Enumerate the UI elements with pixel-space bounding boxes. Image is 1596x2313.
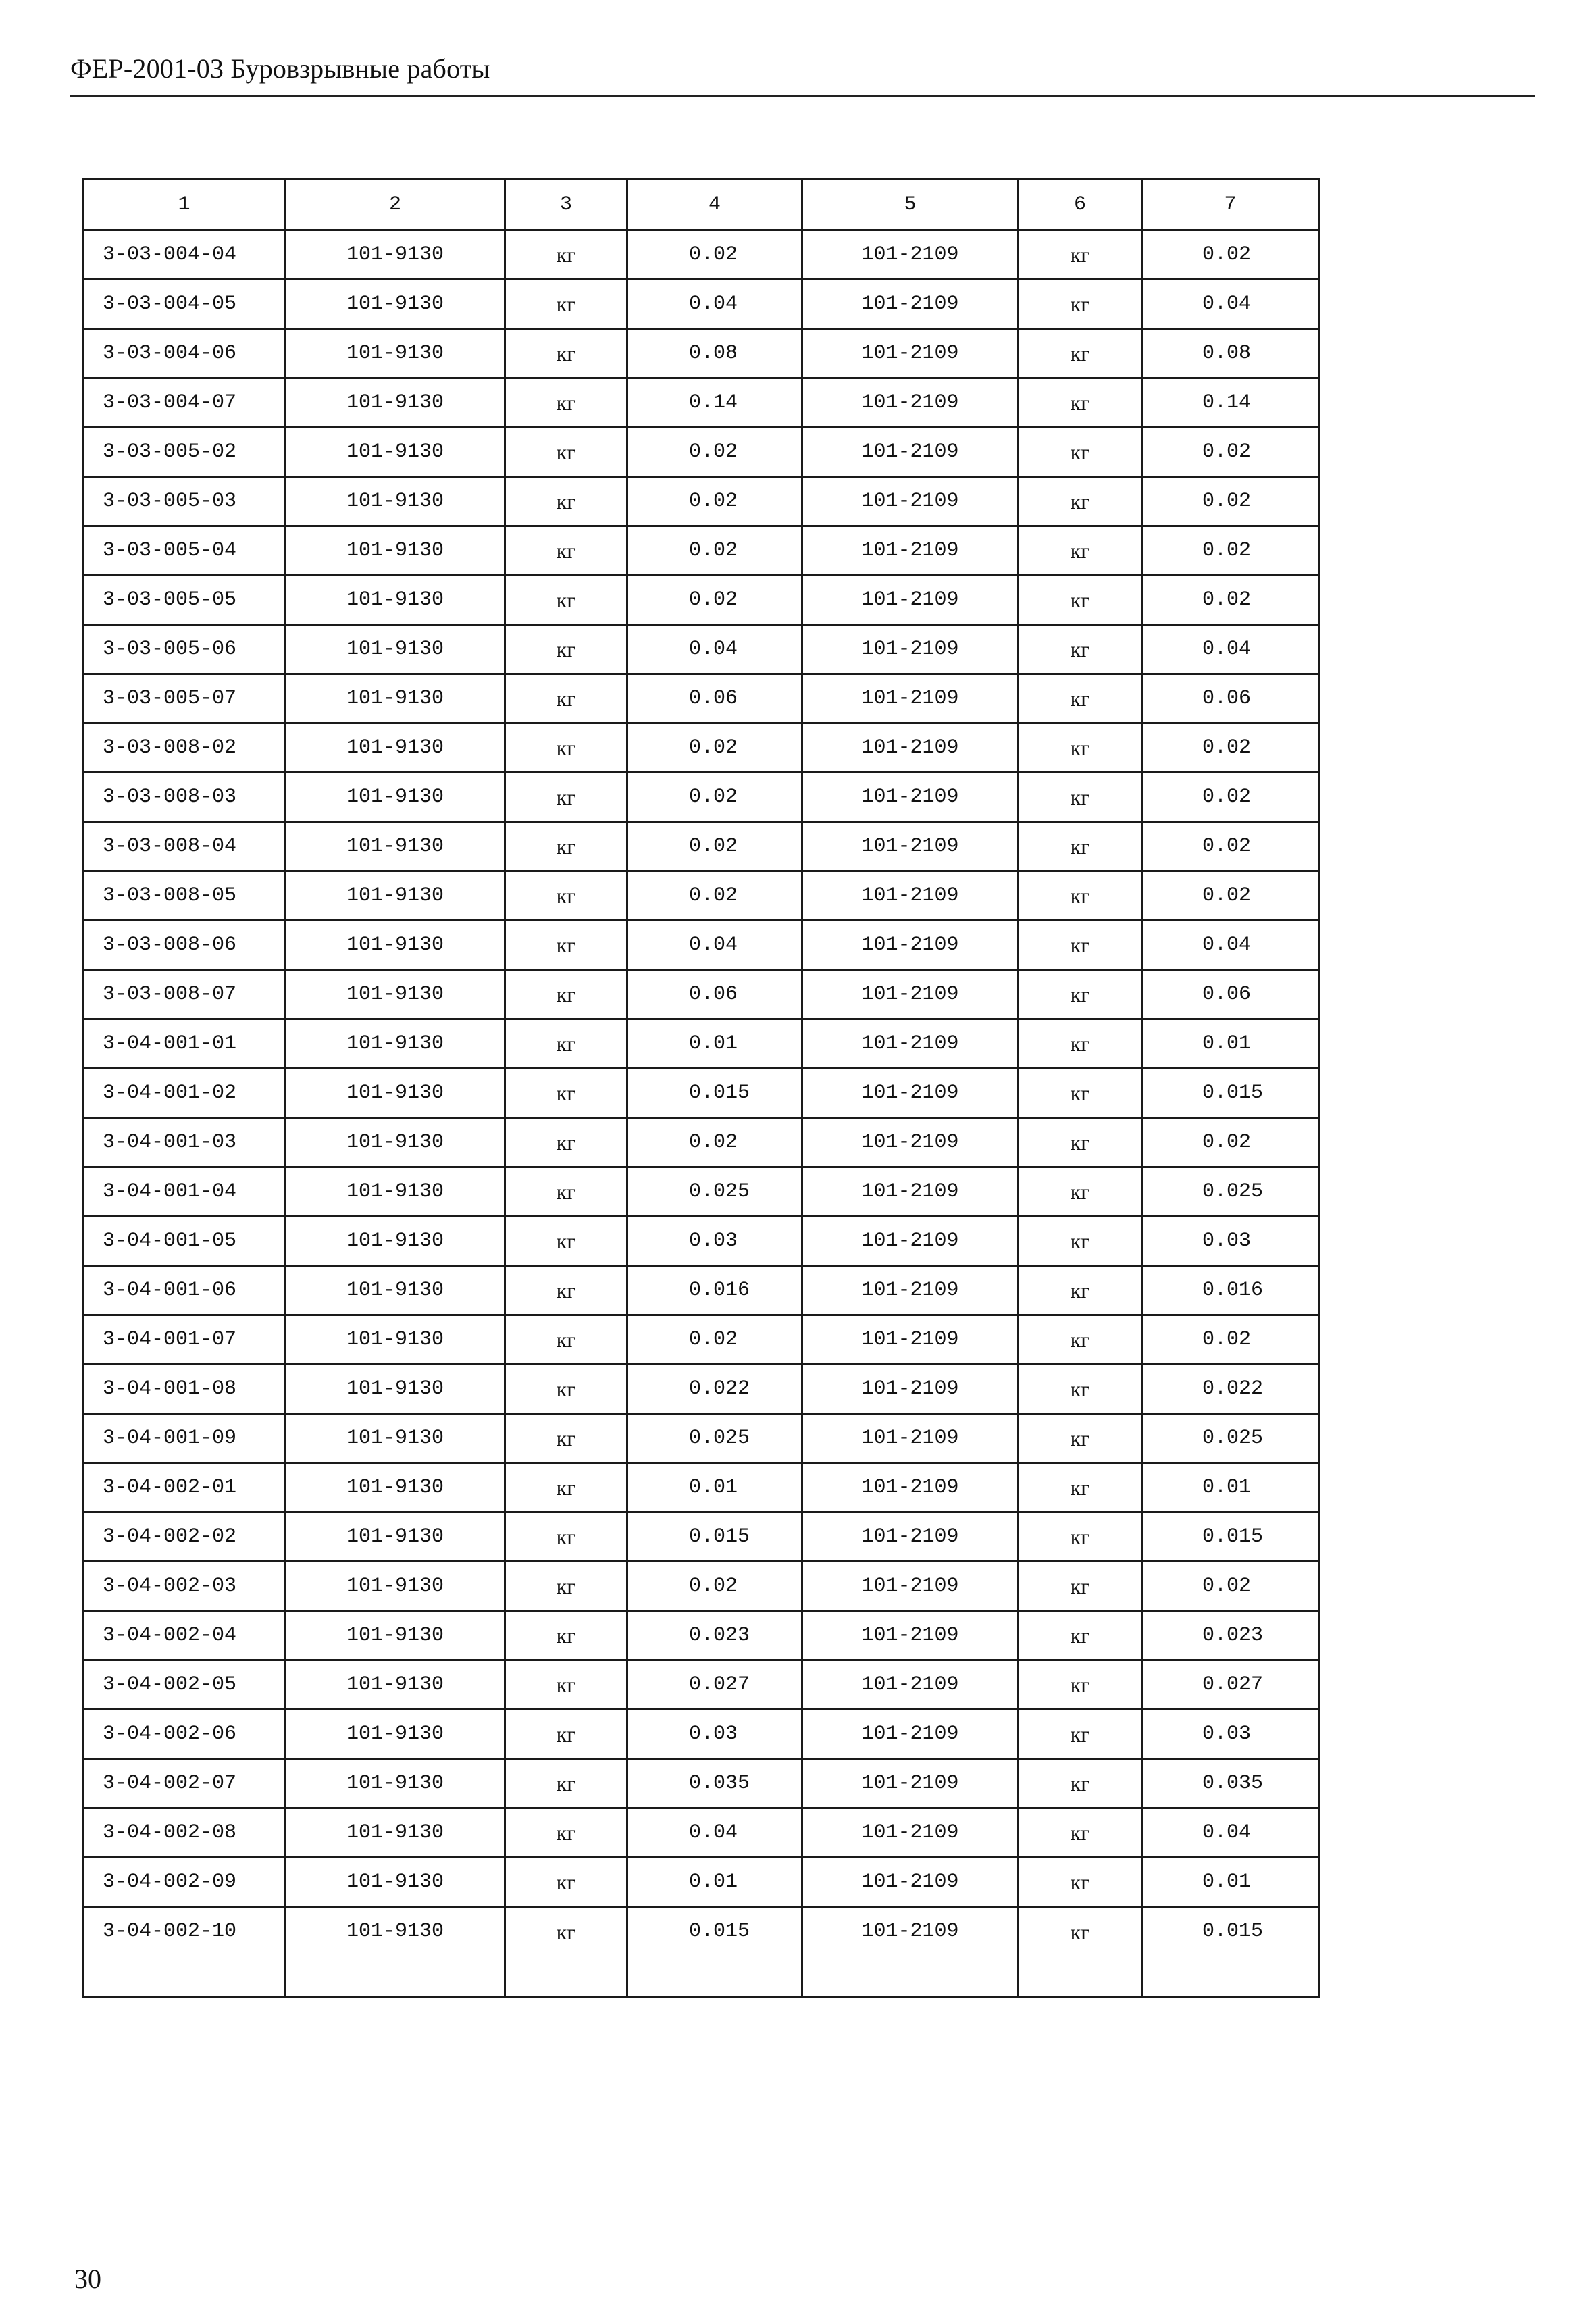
unit-cell: кг bbox=[505, 1463, 627, 1513]
unit-cell: кг bbox=[505, 1365, 627, 1414]
replacement-unit-cell: кг bbox=[1019, 1907, 1142, 1997]
replacement-code-cell: 101-2109 bbox=[802, 1710, 1019, 1759]
unit-cell: кг bbox=[505, 1217, 627, 1266]
unit-cell: кг bbox=[505, 1019, 627, 1069]
quantity-cell: 0.02 bbox=[627, 230, 802, 280]
replacement-unit-cell: кг bbox=[1019, 871, 1142, 921]
replacement-code-cell: 101-2109 bbox=[802, 1660, 1019, 1710]
replacement-code-cell: 101-2109 bbox=[802, 1759, 1019, 1808]
quantity-cell: 0.04 bbox=[627, 625, 802, 674]
header-divider bbox=[70, 95, 1535, 97]
table-row bbox=[83, 1660, 1319, 1710]
replacement-unit-cell: кг bbox=[1019, 773, 1142, 822]
quantity-cell: 0.02 bbox=[627, 477, 802, 526]
table-row bbox=[83, 526, 1319, 576]
replacement-quantity-cell: 0.02 bbox=[1142, 230, 1319, 280]
replacement-unit-cell: кг bbox=[1019, 1611, 1142, 1660]
replacement-unit-cell: кг bbox=[1019, 1365, 1142, 1414]
replacement-code-cell: 101-2109 bbox=[802, 1315, 1019, 1365]
replacement-code-cell: 101-2109 bbox=[802, 1414, 1019, 1463]
quantity-cell: 0.02 bbox=[627, 1118, 802, 1167]
column-header-4: 4 bbox=[627, 180, 802, 230]
quantity-cell: 0.06 bbox=[627, 970, 802, 1019]
resource-code-cell: 101-9130 bbox=[286, 1808, 505, 1858]
resource-code-cell: 101-9130 bbox=[286, 1069, 505, 1118]
table-row bbox=[83, 822, 1319, 871]
rate-code-cell: 3-03-008-04 bbox=[83, 822, 286, 871]
quantity-cell: 0.02 bbox=[627, 428, 802, 477]
replacement-unit-cell: кг bbox=[1019, 526, 1142, 576]
replacement-quantity-cell: 0.02 bbox=[1142, 428, 1319, 477]
column-header-5: 5 bbox=[802, 180, 1019, 230]
table-row bbox=[83, 1365, 1319, 1414]
table-row bbox=[83, 1759, 1319, 1808]
replacement-unit-cell: кг bbox=[1019, 378, 1142, 428]
replacement-quantity-cell: 0.01 bbox=[1142, 1858, 1319, 1907]
replacement-unit-cell: кг bbox=[1019, 625, 1142, 674]
resource-code-cell: 101-9130 bbox=[286, 428, 505, 477]
replacement-unit-cell: кг bbox=[1019, 1463, 1142, 1513]
resource-code-cell: 101-9130 bbox=[286, 1759, 505, 1808]
replacement-quantity-cell: 0.02 bbox=[1142, 1562, 1319, 1611]
unit-cell: кг bbox=[505, 970, 627, 1019]
table-header-row bbox=[83, 180, 1319, 230]
unit-cell: кг bbox=[505, 1069, 627, 1118]
replacement-quantity-cell: 0.03 bbox=[1142, 1710, 1319, 1759]
replacement-quantity-cell: 0.02 bbox=[1142, 723, 1319, 773]
replacement-code-cell: 101-2109 bbox=[802, 1365, 1019, 1414]
replacement-unit-cell: кг bbox=[1019, 1069, 1142, 1118]
replacement-code-cell: 101-2109 bbox=[802, 1907, 1019, 1997]
table-row bbox=[83, 723, 1319, 773]
resource-code-cell: 101-9130 bbox=[286, 1019, 505, 1069]
table-row bbox=[83, 1562, 1319, 1611]
table-row bbox=[83, 625, 1319, 674]
rate-code-cell: 3-04-001-03 bbox=[83, 1118, 286, 1167]
resource-code-cell: 101-9130 bbox=[286, 1266, 505, 1315]
unit-cell: кг bbox=[505, 1315, 627, 1365]
resources-table bbox=[82, 178, 1320, 1998]
rate-code-cell: 3-04-002-07 bbox=[83, 1759, 286, 1808]
rate-code-cell: 3-03-005-03 bbox=[83, 477, 286, 526]
replacement-code-cell: 101-2109 bbox=[802, 970, 1019, 1019]
column-header-6: 6 bbox=[1019, 180, 1142, 230]
replacement-unit-cell: кг bbox=[1019, 1660, 1142, 1710]
replacement-code-cell: 101-2109 bbox=[802, 871, 1019, 921]
table-row bbox=[83, 1463, 1319, 1513]
rate-code-cell: 3-04-002-06 bbox=[83, 1710, 286, 1759]
replacement-code-cell: 101-2109 bbox=[802, 378, 1019, 428]
replacement-unit-cell: кг bbox=[1019, 1808, 1142, 1858]
unit-cell: кг bbox=[505, 1710, 627, 1759]
unit-cell: кг bbox=[505, 1858, 627, 1907]
replacement-unit-cell: кг bbox=[1019, 1217, 1142, 1266]
table-row bbox=[83, 1167, 1319, 1217]
rate-code-cell: 3-03-008-02 bbox=[83, 723, 286, 773]
rate-code-cell: 3-04-002-03 bbox=[83, 1562, 286, 1611]
replacement-code-cell: 101-2109 bbox=[802, 773, 1019, 822]
table-row bbox=[83, 378, 1319, 428]
resource-code-cell: 101-9130 bbox=[286, 1562, 505, 1611]
replacement-unit-cell: кг bbox=[1019, 1266, 1142, 1315]
resource-code-cell: 101-9130 bbox=[286, 921, 505, 970]
quantity-cell: 0.04 bbox=[627, 1808, 802, 1858]
replacement-code-cell: 101-2109 bbox=[802, 1611, 1019, 1660]
replacement-quantity-cell: 0.04 bbox=[1142, 280, 1319, 329]
table-row bbox=[83, 1907, 1319, 1997]
rate-code-cell: 3-04-001-04 bbox=[83, 1167, 286, 1217]
replacement-code-cell: 101-2109 bbox=[802, 280, 1019, 329]
unit-cell: кг bbox=[505, 428, 627, 477]
unit-cell: кг bbox=[505, 625, 627, 674]
quantity-cell: 0.025 bbox=[627, 1414, 802, 1463]
table-row bbox=[83, 329, 1319, 378]
resource-code-cell: 101-9130 bbox=[286, 970, 505, 1019]
rate-code-cell: 3-03-005-05 bbox=[83, 576, 286, 625]
replacement-unit-cell: кг bbox=[1019, 1710, 1142, 1759]
replacement-quantity-cell: 0.02 bbox=[1142, 477, 1319, 526]
rate-code-cell: 3-04-002-09 bbox=[83, 1858, 286, 1907]
replacement-quantity-cell: 0.025 bbox=[1142, 1414, 1319, 1463]
unit-cell: кг bbox=[505, 1759, 627, 1808]
replacement-quantity-cell: 0.08 bbox=[1142, 329, 1319, 378]
quantity-cell: 0.016 bbox=[627, 1266, 802, 1315]
replacement-unit-cell: кг bbox=[1019, 1414, 1142, 1463]
replacement-code-cell: 101-2109 bbox=[802, 723, 1019, 773]
replacement-quantity-cell: 0.02 bbox=[1142, 773, 1319, 822]
unit-cell: кг bbox=[505, 1118, 627, 1167]
table-row bbox=[83, 773, 1319, 822]
unit-cell: кг bbox=[505, 1660, 627, 1710]
quantity-cell: 0.015 bbox=[627, 1907, 802, 1997]
table-header bbox=[83, 180, 1319, 230]
replacement-code-cell: 101-2109 bbox=[802, 1858, 1019, 1907]
replacement-code-cell: 101-2109 bbox=[802, 1118, 1019, 1167]
replacement-unit-cell: кг bbox=[1019, 1513, 1142, 1562]
replacement-quantity-cell: 0.02 bbox=[1142, 1315, 1319, 1365]
resource-code-cell: 101-9130 bbox=[286, 773, 505, 822]
column-header-1: 1 bbox=[83, 180, 286, 230]
replacement-code-cell: 101-2109 bbox=[802, 477, 1019, 526]
unit-cell: кг bbox=[505, 280, 627, 329]
quantity-cell: 0.022 bbox=[627, 1365, 802, 1414]
replacement-unit-cell: кг bbox=[1019, 230, 1142, 280]
rate-code-cell: 3-03-008-06 bbox=[83, 921, 286, 970]
unit-cell: кг bbox=[505, 921, 627, 970]
table-row bbox=[83, 1710, 1319, 1759]
replacement-quantity-cell: 0.03 bbox=[1142, 1217, 1319, 1266]
replacement-quantity-cell: 0.06 bbox=[1142, 970, 1319, 1019]
quantity-cell: 0.025 bbox=[627, 1167, 802, 1217]
unit-cell: кг bbox=[505, 723, 627, 773]
rate-code-cell: 3-04-001-06 bbox=[83, 1266, 286, 1315]
replacement-quantity-cell: 0.027 bbox=[1142, 1660, 1319, 1710]
replacement-unit-cell: кг bbox=[1019, 1759, 1142, 1808]
rate-code-cell: 3-03-008-07 bbox=[83, 970, 286, 1019]
table-row bbox=[83, 1315, 1319, 1365]
replacement-code-cell: 101-2109 bbox=[802, 921, 1019, 970]
unit-cell: кг bbox=[505, 1562, 627, 1611]
table-row bbox=[83, 576, 1319, 625]
replacement-quantity-cell: 0.01 bbox=[1142, 1463, 1319, 1513]
quantity-cell: 0.023 bbox=[627, 1611, 802, 1660]
rate-code-cell: 3-04-002-10 bbox=[83, 1907, 286, 1997]
resources-table-container bbox=[82, 178, 1320, 1998]
table-row bbox=[83, 674, 1319, 723]
table-row bbox=[83, 280, 1319, 329]
rate-code-cell: 3-04-002-05 bbox=[83, 1660, 286, 1710]
rate-code-cell: 3-03-004-04 bbox=[83, 230, 286, 280]
rate-code-cell: 3-04-001-08 bbox=[83, 1365, 286, 1414]
resource-code-cell: 101-9130 bbox=[286, 1414, 505, 1463]
replacement-unit-cell: кг bbox=[1019, 280, 1142, 329]
replacement-code-cell: 101-2109 bbox=[802, 1808, 1019, 1858]
replacement-code-cell: 101-2109 bbox=[802, 1019, 1019, 1069]
unit-cell: кг bbox=[505, 378, 627, 428]
resource-code-cell: 101-9130 bbox=[286, 871, 505, 921]
quantity-cell: 0.02 bbox=[627, 1315, 802, 1365]
resource-code-cell: 101-9130 bbox=[286, 378, 505, 428]
table-row bbox=[83, 1808, 1319, 1858]
replacement-quantity-cell: 0.01 bbox=[1142, 1019, 1319, 1069]
unit-cell: кг bbox=[505, 230, 627, 280]
unit-cell: кг bbox=[505, 674, 627, 723]
rate-code-cell: 3-03-005-07 bbox=[83, 674, 286, 723]
rate-code-cell: 3-04-002-04 bbox=[83, 1611, 286, 1660]
replacement-code-cell: 101-2109 bbox=[802, 625, 1019, 674]
replacement-unit-cell: кг bbox=[1019, 576, 1142, 625]
replacement-code-cell: 101-2109 bbox=[802, 1217, 1019, 1266]
quantity-cell: 0.02 bbox=[627, 526, 802, 576]
quantity-cell: 0.01 bbox=[627, 1858, 802, 1907]
resource-code-cell: 101-9130 bbox=[286, 674, 505, 723]
rate-code-cell: 3-03-005-06 bbox=[83, 625, 286, 674]
rate-code-cell: 3-04-002-01 bbox=[83, 1463, 286, 1513]
table-row bbox=[83, 1611, 1319, 1660]
resource-code-cell: 101-9130 bbox=[286, 1660, 505, 1710]
unit-cell: кг bbox=[505, 329, 627, 378]
rate-code-cell: 3-03-004-05 bbox=[83, 280, 286, 329]
rate-code-cell: 3-04-001-09 bbox=[83, 1414, 286, 1463]
replacement-quantity-cell: 0.02 bbox=[1142, 576, 1319, 625]
resource-code-cell: 101-9130 bbox=[286, 723, 505, 773]
table-row bbox=[83, 1414, 1319, 1463]
resource-code-cell: 101-9130 bbox=[286, 1858, 505, 1907]
quantity-cell: 0.035 bbox=[627, 1759, 802, 1808]
replacement-code-cell: 101-2109 bbox=[802, 1463, 1019, 1513]
quantity-cell: 0.015 bbox=[627, 1069, 802, 1118]
replacement-unit-cell: кг bbox=[1019, 1562, 1142, 1611]
replacement-unit-cell: кг bbox=[1019, 970, 1142, 1019]
replacement-code-cell: 101-2109 bbox=[802, 1266, 1019, 1315]
quantity-cell: 0.04 bbox=[627, 280, 802, 329]
resource-code-cell: 101-9130 bbox=[286, 526, 505, 576]
replacement-code-cell: 101-2109 bbox=[802, 329, 1019, 378]
replacement-unit-cell: кг bbox=[1019, 329, 1142, 378]
rate-code-cell: 3-03-005-04 bbox=[83, 526, 286, 576]
table-row bbox=[83, 428, 1319, 477]
quantity-cell: 0.14 bbox=[627, 378, 802, 428]
rate-code-cell: 3-03-008-05 bbox=[83, 871, 286, 921]
replacement-quantity-cell: 0.015 bbox=[1142, 1069, 1319, 1118]
table-row bbox=[83, 921, 1319, 970]
quantity-cell: 0.03 bbox=[627, 1217, 802, 1266]
page-number: 30 bbox=[74, 2264, 101, 2294]
quantity-cell: 0.06 bbox=[627, 674, 802, 723]
replacement-unit-cell: кг bbox=[1019, 1118, 1142, 1167]
replacement-code-cell: 101-2109 bbox=[802, 674, 1019, 723]
table-row bbox=[83, 871, 1319, 921]
quantity-cell: 0.02 bbox=[627, 871, 802, 921]
unit-cell: кг bbox=[505, 773, 627, 822]
resource-code-cell: 101-9130 bbox=[286, 1315, 505, 1365]
quantity-cell: 0.04 bbox=[627, 921, 802, 970]
quantity-cell: 0.01 bbox=[627, 1019, 802, 1069]
replacement-quantity-cell: 0.04 bbox=[1142, 1808, 1319, 1858]
replacement-quantity-cell: 0.035 bbox=[1142, 1759, 1319, 1808]
table-row bbox=[83, 970, 1319, 1019]
resource-code-cell: 101-9130 bbox=[286, 1365, 505, 1414]
unit-cell: кг bbox=[505, 477, 627, 526]
unit-cell: кг bbox=[505, 1414, 627, 1463]
rate-code-cell: 3-03-005-02 bbox=[83, 428, 286, 477]
resource-code-cell: 101-9130 bbox=[286, 1513, 505, 1562]
resource-code-cell: 101-9130 bbox=[286, 1611, 505, 1660]
replacement-unit-cell: кг bbox=[1019, 1315, 1142, 1365]
replacement-quantity-cell: 0.02 bbox=[1142, 822, 1319, 871]
rate-code-cell: 3-03-004-07 bbox=[83, 378, 286, 428]
table-row bbox=[83, 1118, 1319, 1167]
page-header: ФЕР-2001-03 Буровзрывные работы bbox=[70, 53, 490, 84]
column-header-3: 3 bbox=[505, 180, 627, 230]
resource-code-cell: 101-9130 bbox=[286, 576, 505, 625]
replacement-code-cell: 101-2109 bbox=[802, 576, 1019, 625]
resource-code-cell: 101-9130 bbox=[286, 625, 505, 674]
resource-code-cell: 101-9130 bbox=[286, 1710, 505, 1759]
table-row bbox=[83, 1513, 1319, 1562]
quantity-cell: 0.02 bbox=[627, 576, 802, 625]
quantity-cell: 0.03 bbox=[627, 1710, 802, 1759]
replacement-quantity-cell: 0.023 bbox=[1142, 1611, 1319, 1660]
quantity-cell: 0.02 bbox=[627, 723, 802, 773]
unit-cell: кг bbox=[505, 576, 627, 625]
unit-cell: кг bbox=[505, 526, 627, 576]
table-row bbox=[83, 230, 1319, 280]
rate-code-cell: 3-04-001-01 bbox=[83, 1019, 286, 1069]
replacement-quantity-cell: 0.04 bbox=[1142, 625, 1319, 674]
quantity-cell: 0.027 bbox=[627, 1660, 802, 1710]
replacement-quantity-cell: 0.015 bbox=[1142, 1513, 1319, 1562]
replacement-unit-cell: кг bbox=[1019, 1019, 1142, 1069]
replacement-quantity-cell: 0.015 bbox=[1142, 1907, 1319, 1997]
replacement-quantity-cell: 0.022 bbox=[1142, 1365, 1319, 1414]
replacement-code-cell: 101-2109 bbox=[802, 1069, 1019, 1118]
resource-code-cell: 101-9130 bbox=[286, 1167, 505, 1217]
table-row bbox=[83, 1266, 1319, 1315]
unit-cell: кг bbox=[505, 1808, 627, 1858]
unit-cell: кг bbox=[505, 1907, 627, 1997]
column-header-7: 7 bbox=[1142, 180, 1319, 230]
table-row bbox=[83, 1217, 1319, 1266]
replacement-unit-cell: кг bbox=[1019, 428, 1142, 477]
unit-cell: кг bbox=[505, 822, 627, 871]
table-row bbox=[83, 1019, 1319, 1069]
unit-cell: кг bbox=[505, 1513, 627, 1562]
replacement-quantity-cell: 0.025 bbox=[1142, 1167, 1319, 1217]
resource-code-cell: 101-9130 bbox=[286, 822, 505, 871]
replacement-unit-cell: кг bbox=[1019, 1858, 1142, 1907]
quantity-cell: 0.02 bbox=[627, 773, 802, 822]
resource-code-cell: 101-9130 bbox=[286, 1463, 505, 1513]
replacement-code-cell: 101-2109 bbox=[802, 1513, 1019, 1562]
replacement-quantity-cell: 0.02 bbox=[1142, 526, 1319, 576]
unit-cell: кг bbox=[505, 871, 627, 921]
unit-cell: кг bbox=[505, 1167, 627, 1217]
column-header-2: 2 bbox=[286, 180, 505, 230]
replacement-code-cell: 101-2109 bbox=[802, 230, 1019, 280]
rate-code-cell: 3-04-001-05 bbox=[83, 1217, 286, 1266]
table-row bbox=[83, 1069, 1319, 1118]
replacement-quantity-cell: 0.016 bbox=[1142, 1266, 1319, 1315]
replacement-unit-cell: кг bbox=[1019, 674, 1142, 723]
replacement-code-cell: 101-2109 bbox=[802, 526, 1019, 576]
replacement-unit-cell: кг bbox=[1019, 1167, 1142, 1217]
quantity-cell: 0.02 bbox=[627, 822, 802, 871]
table-body bbox=[83, 230, 1319, 1997]
replacement-quantity-cell: 0.02 bbox=[1142, 871, 1319, 921]
resource-code-cell: 101-9130 bbox=[286, 1217, 505, 1266]
replacement-quantity-cell: 0.06 bbox=[1142, 674, 1319, 723]
quantity-cell: 0.08 bbox=[627, 329, 802, 378]
resource-code-cell: 101-9130 bbox=[286, 1118, 505, 1167]
quantity-cell: 0.01 bbox=[627, 1463, 802, 1513]
replacement-unit-cell: кг bbox=[1019, 921, 1142, 970]
table-row bbox=[83, 1858, 1319, 1907]
replacement-unit-cell: кг bbox=[1019, 822, 1142, 871]
rate-code-cell: 3-04-002-08 bbox=[83, 1808, 286, 1858]
replacement-quantity-cell: 0.04 bbox=[1142, 921, 1319, 970]
rate-code-cell: 3-04-002-02 bbox=[83, 1513, 286, 1562]
unit-cell: кг bbox=[505, 1611, 627, 1660]
replacement-quantity-cell: 0.02 bbox=[1142, 1118, 1319, 1167]
resource-code-cell: 101-9130 bbox=[286, 329, 505, 378]
resource-code-cell: 101-9130 bbox=[286, 280, 505, 329]
replacement-unit-cell: кг bbox=[1019, 723, 1142, 773]
replacement-unit-cell: кг bbox=[1019, 477, 1142, 526]
rate-code-cell: 3-04-001-07 bbox=[83, 1315, 286, 1365]
replacement-code-cell: 101-2109 bbox=[802, 822, 1019, 871]
quantity-cell: 0.02 bbox=[627, 1562, 802, 1611]
replacement-quantity-cell: 0.14 bbox=[1142, 378, 1319, 428]
resource-code-cell: 101-9130 bbox=[286, 477, 505, 526]
rate-code-cell: 3-04-001-02 bbox=[83, 1069, 286, 1118]
quantity-cell: 0.015 bbox=[627, 1513, 802, 1562]
rate-code-cell: 3-03-004-06 bbox=[83, 329, 286, 378]
replacement-code-cell: 101-2109 bbox=[802, 428, 1019, 477]
replacement-code-cell: 101-2109 bbox=[802, 1562, 1019, 1611]
replacement-code-cell: 101-2109 bbox=[802, 1167, 1019, 1217]
resource-code-cell: 101-9130 bbox=[286, 1907, 505, 1997]
rate-code-cell: 3-03-008-03 bbox=[83, 773, 286, 822]
resource-code-cell: 101-9130 bbox=[286, 230, 505, 280]
table-row bbox=[83, 477, 1319, 526]
unit-cell: кг bbox=[505, 1266, 627, 1315]
